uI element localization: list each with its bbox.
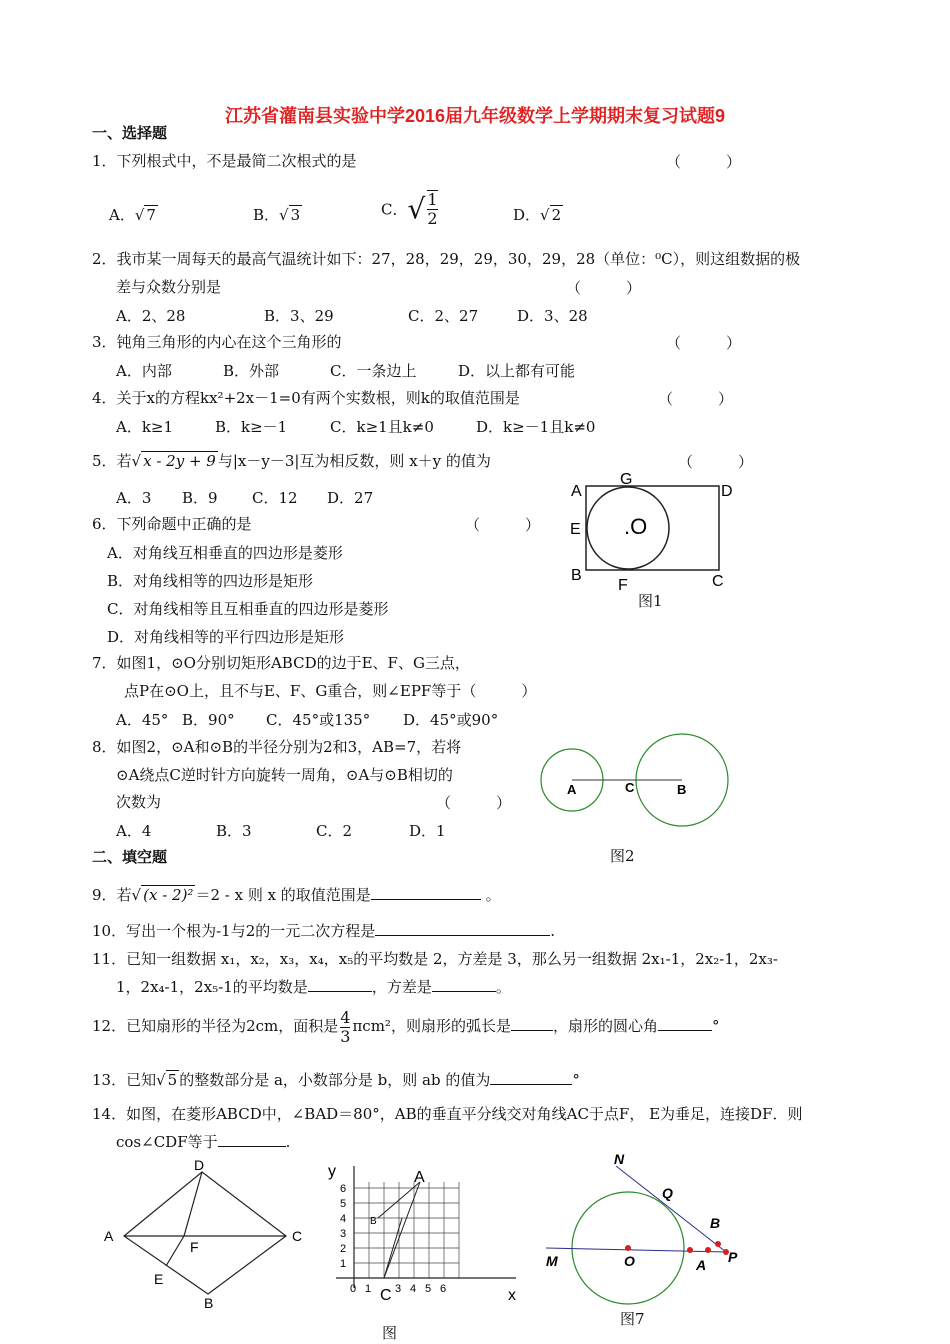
rhombus-label-e: E xyxy=(154,1271,164,1287)
q14-line1: 14．如图，在菱形ABCD中，∠BAD＝80°，AB的垂直平分线交对角线AC于点F， E为垂足，连接DF．则 xyxy=(92,1105,803,1123)
q2-line1: 2．我市某一周每天的最高气温统计如下：27，28，29，29，30，29，28（单位：⁰C），则这组数据的极 xyxy=(92,250,801,268)
fig7-label-b: B xyxy=(710,1215,721,1231)
q8-option-b: B．3 xyxy=(216,822,252,840)
grid-xtick-label: 0 xyxy=(350,1283,357,1295)
q2-option-b: B．3、29 xyxy=(264,307,334,325)
fig2-label-c: C xyxy=(625,780,635,795)
grid-figure xyxy=(316,1158,530,1318)
q3-paren: （ ） xyxy=(666,334,742,352)
q7-option-c: C．45°或135° xyxy=(266,711,371,729)
q9-blank xyxy=(371,885,481,900)
q12-blank-angle xyxy=(658,1016,712,1031)
grid-caption: 图 xyxy=(382,1324,398,1342)
section-fill: 二、填空题 xyxy=(92,849,168,866)
q11-line2: 1，2x₄-1，2x₅-1的平均数是 ，方差是 。 xyxy=(116,978,511,996)
q4-paren: （ ） xyxy=(658,390,734,408)
q12-text: 12．已知扇形的半径为2cm，面积是 $\frac{4}{3}$ πcm²，则扇形的弧长是 ，扇形的圆心角 ° xyxy=(92,1007,720,1046)
q1-text: 1．下列根式中，不是最简二次根式的是 xyxy=(92,152,357,170)
fig1-label-a: A xyxy=(571,483,582,500)
q5-option-b: B．9 xyxy=(182,489,218,507)
fig1-label-b: B xyxy=(571,567,582,584)
q3-option-d: D．以上都有可能 xyxy=(458,362,576,380)
q4-option-d: D．k≥－1且k≠0 xyxy=(476,418,596,436)
q2-option-d: D．3、28 xyxy=(517,307,588,325)
fig7-label-m: M xyxy=(546,1253,558,1269)
q4-option-a: A．k≥1 xyxy=(116,418,174,436)
q5-text: 5．若√ x - 2y + 9 与|x－y－3|互为相反数，则 x＋y 的值为 xyxy=(92,452,491,470)
q6-paren: （ ） xyxy=(465,516,541,534)
section-choice: 一、选择题 xyxy=(92,125,168,142)
grid-xtick-label: 4 xyxy=(410,1283,417,1295)
q4-option-b: B．k≥－1 xyxy=(215,418,288,436)
q6-option-c: C．对角线相等且互相垂直的四边形是菱形 xyxy=(107,600,389,618)
grid-ytick-label: 3 xyxy=(340,1228,347,1240)
q7-line2: 点P在⊙O上，且不与E、F、G重合，则∠EPF等于（ ） xyxy=(124,682,537,700)
grid-label-c: C xyxy=(380,1287,392,1304)
figure-1-caption: 图1 xyxy=(638,592,663,610)
figure-2-caption: 图2 xyxy=(610,847,635,865)
q11-line1: 11．已知一组数据 x₁，x₂，x₃，x₄，x₅的平均数是 2，方差是 3，那么另一组数据 2x₁-1，2x₂-1，2x₃- xyxy=(92,950,778,968)
grid-ytick-label: 2 xyxy=(340,1243,347,1255)
fig1-label-o: .O xyxy=(624,514,648,539)
q8-paren: （ ） xyxy=(436,794,512,812)
grid-xtick-label: 5 xyxy=(425,1283,432,1295)
grid-ytick-label: 6 xyxy=(340,1183,347,1195)
q5-paren: （ ） xyxy=(678,453,754,471)
q7-line1: 7．如图1，⊙O分别切矩形ABCD的边于E、F、G三点， xyxy=(92,654,470,672)
q3-option-b: B．外部 xyxy=(223,362,280,380)
q3-text: 3．钝角三角形的内心在这个三角形的 xyxy=(92,333,342,351)
q10-blank xyxy=(375,921,550,936)
rhombus-label-b: B xyxy=(204,1295,214,1311)
q5-option-a: A．3 xyxy=(116,489,152,507)
rhombus-figure xyxy=(96,1154,316,1314)
rhombus-label-d: D xyxy=(194,1157,205,1173)
q6-option-d: D．对角线相等的平行四边形是矩形 xyxy=(107,628,345,646)
q4-text: 4．关于x的方程kx²+2x－1=0有两个实数根，则k的取值范围是 xyxy=(92,389,520,407)
q5-option-d: D．27 xyxy=(327,489,374,507)
q1-option-a: A．√ 7 xyxy=(109,206,156,224)
q9-text: 9．若√ (x - 2)² ＝2 - x 则 x 的取值范围是 。 xyxy=(92,886,501,904)
q10-text: 10．写出一个根为-1与2的一元二次方程是 . xyxy=(92,922,556,940)
q8-line2: ⊙A绕点C逆时针方向旋转一周角，⊙A与⊙B相切的 xyxy=(116,766,453,784)
q13-blank xyxy=(490,1070,572,1085)
q3-option-c: C．一条边上 xyxy=(330,362,417,380)
fig7-label-n: N xyxy=(614,1151,625,1167)
q14-line2: cos∠CDF等于 . xyxy=(116,1133,291,1151)
q13-text: 13．已知√ 5 的整数部分是 a，小数部分是 b，则 ab 的值为 ° xyxy=(92,1071,580,1089)
q11-blank-mean xyxy=(308,977,372,992)
grid-label-b: B xyxy=(370,1216,377,1227)
grid-xtick-label: 6 xyxy=(440,1283,447,1295)
fig1-label-e: E xyxy=(570,521,581,538)
grid-label-y: y xyxy=(328,1163,336,1180)
q8-line1: 8．如图2，⊙A和⊙B的半径分别为2和3，AB=7，若将 xyxy=(92,738,462,756)
q7-option-d: D．45°或90° xyxy=(403,711,499,729)
q1-option-b: B．√ 3 xyxy=(253,206,301,224)
rhombus-label-f: F xyxy=(190,1239,199,1255)
q5-option-c: C．12 xyxy=(252,489,298,507)
figure-7-caption: 图7 xyxy=(620,1310,645,1328)
q8-option-c: C．2 xyxy=(316,822,353,840)
fig7-label-a: A xyxy=(696,1257,707,1273)
grid-ytick-label: 4 xyxy=(340,1213,347,1225)
q6-text: 6．下列命题中正确的是 xyxy=(92,515,252,533)
q2-option-a: A．2、28 xyxy=(116,307,186,325)
q7-option-b: B．90° xyxy=(182,711,235,729)
fig1-label-g: G xyxy=(620,471,633,488)
grid-xtick-label: 3 xyxy=(395,1283,402,1295)
q2-paren: （ ） xyxy=(566,279,642,297)
rhombus-label-c: C xyxy=(292,1228,303,1244)
fig7-label-o: O xyxy=(624,1253,635,1269)
fig7-label-q: Q xyxy=(662,1185,673,1201)
fig1-label-c: C xyxy=(712,573,724,590)
grid-label-a: A xyxy=(414,1169,425,1186)
fig1-label-f: F xyxy=(618,577,628,594)
q11-blank-variance xyxy=(432,977,496,992)
page-title: 江苏省灌南县实验中学2016届九年级数学上学期期末复习试题9 xyxy=(224,106,726,126)
q6-option-a: A．对角线互相垂直的四边形是菱形 xyxy=(107,544,343,562)
q4-option-c: C．k≥1且k≠0 xyxy=(330,418,434,436)
q8-line3: 次数为 xyxy=(116,793,162,811)
q2-line2: 差与众数分别是 xyxy=(116,278,222,296)
q1-option-c: C．√ $\frac{1}{2}$ xyxy=(381,190,438,228)
q3-option-a: A．内部 xyxy=(116,362,172,380)
grid-xtick-label: 1 xyxy=(365,1283,372,1295)
q1-option-d: D．√ 2 xyxy=(513,206,562,224)
q2-option-c: C．2、27 xyxy=(408,307,479,325)
q14-blank xyxy=(218,1132,286,1147)
q8-option-d: D．1 xyxy=(409,822,446,840)
rhombus-label-a: A xyxy=(104,1228,114,1244)
grid-label-x: x xyxy=(508,1287,516,1304)
fig2-label-a: A xyxy=(567,782,577,797)
fig1-label-d: D xyxy=(721,483,733,500)
figure-2-diagram xyxy=(535,728,735,832)
q1-paren: （ ） xyxy=(666,153,742,171)
q8-option-a: A．4 xyxy=(116,822,152,840)
q7-option-a: A．45° xyxy=(116,711,169,729)
grid-ytick-label: 1 xyxy=(340,1258,347,1270)
figure-7-diagram xyxy=(540,1148,760,1328)
fig7-label-p: P xyxy=(728,1249,738,1265)
q12-blank-arc xyxy=(511,1016,553,1031)
fig2-label-b: B xyxy=(677,782,687,797)
grid-ytick-label: 5 xyxy=(340,1198,347,1210)
q6-option-b: B．对角线相等的四边形是矩形 xyxy=(107,572,314,590)
